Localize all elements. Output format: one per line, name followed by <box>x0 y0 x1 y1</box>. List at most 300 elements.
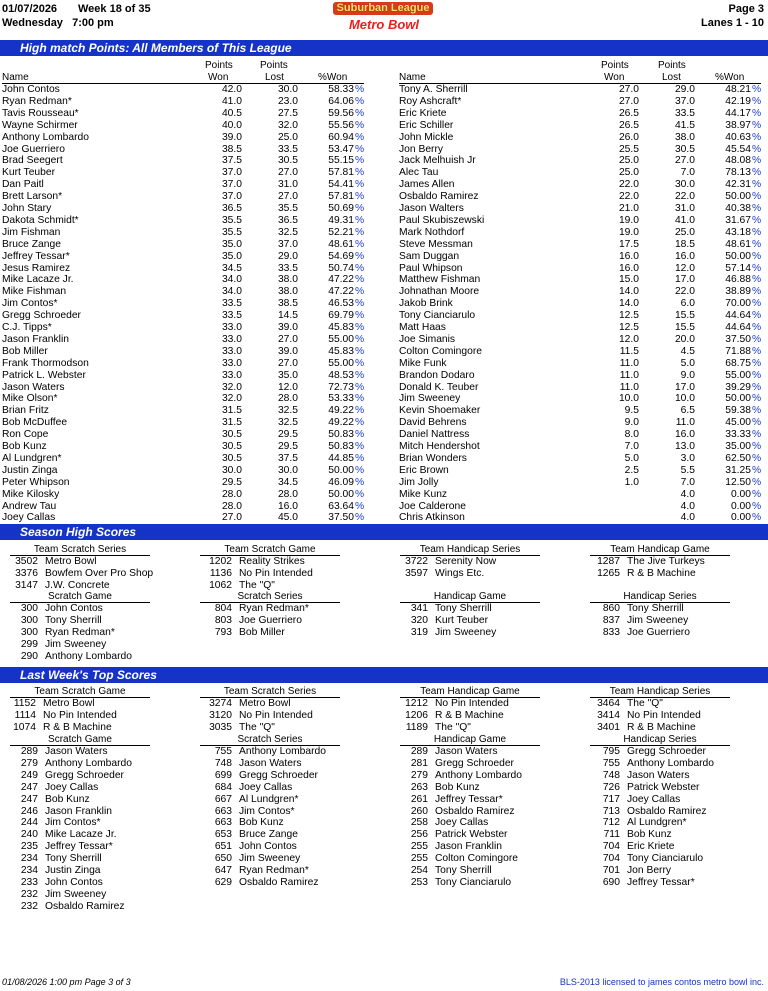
points-lost: 33.5 <box>277 143 298 155</box>
score-holder: No Pin Intended <box>435 698 509 709</box>
score-value: 684 <box>214 781 232 793</box>
score-holder: Anthony Lombardo <box>627 757 715 769</box>
points-won: 26.0 <box>618 131 639 143</box>
percent-sign: % <box>752 488 762 500</box>
points-lost: 7.0 <box>680 167 695 179</box>
season-high-banner <box>0 524 768 540</box>
bowler-name: Eric Schiller <box>399 119 454 131</box>
points-lost: 32.5 <box>277 417 298 429</box>
score-entry <box>10 782 150 794</box>
bowler-name: David Behrens <box>399 417 467 429</box>
score-value: 1114 <box>14 709 36 721</box>
percent-sign: % <box>752 143 762 155</box>
score-holder: Tony Sherrill <box>435 865 492 876</box>
points-won: 33.5 <box>221 298 242 310</box>
points-won: 32.0 <box>221 393 242 405</box>
score-value: 647 <box>214 865 232 876</box>
standings-row <box>2 382 370 394</box>
bowler-name: Mark Nothdorf <box>399 226 465 238</box>
bowler-name: Jim Sweeney <box>399 393 461 405</box>
points-won: 16.0 <box>618 262 639 274</box>
score-value: 651 <box>214 841 232 853</box>
score-holder: Jim Sweeney <box>45 638 107 650</box>
score-entry <box>200 853 340 865</box>
score-value: 3401 <box>597 721 620 733</box>
percent-sign: % <box>355 464 365 476</box>
score-entry <box>400 841 540 853</box>
percent-sign: % <box>355 476 365 488</box>
score-value: 837 <box>602 614 620 626</box>
score-block-heading: Handicap Game <box>433 591 507 602</box>
points-lost: 29.0 <box>674 84 695 95</box>
percent-sign: % <box>355 286 365 298</box>
last-week-banner <box>0 667 768 683</box>
points-won: 30.5 <box>221 441 242 452</box>
points-won: 7.0 <box>624 441 639 452</box>
standings-row <box>399 215 767 227</box>
percent-sign: % <box>752 441 762 452</box>
percent-sign: % <box>752 298 762 310</box>
score-entry <box>400 710 540 722</box>
score-entry <box>200 710 340 722</box>
percent-sign: % <box>752 286 762 298</box>
percent-sign: % <box>752 95 762 107</box>
bowler-name: Joe Calderone <box>399 500 466 512</box>
points-lost: 6.0 <box>680 298 695 310</box>
percent-won: 47.22 <box>328 286 354 298</box>
score-value: 3464 <box>597 698 620 709</box>
standings-row <box>399 382 767 394</box>
points-lost: 27.0 <box>277 333 298 345</box>
bowler-name: Paul Whipson <box>399 262 463 274</box>
standings-row <box>2 405 370 417</box>
bowler-name: Jakob Brink <box>399 298 453 310</box>
points-lost: 5.0 <box>680 357 695 369</box>
percent-won: 57.14 <box>725 262 751 274</box>
standings-row <box>2 334 370 346</box>
percent-won: 45.00 <box>725 417 751 429</box>
points-won: 39.0 <box>221 131 242 143</box>
points-won: 38.5 <box>221 143 242 155</box>
score-entry <box>10 722 150 734</box>
percent-won: 69.79 <box>328 310 354 322</box>
score-entry <box>10 651 150 663</box>
points-lost: 30.5 <box>277 155 298 167</box>
score-entry <box>10 603 150 615</box>
points-lost: 3.0 <box>680 452 695 464</box>
score-entry <box>10 853 150 865</box>
score-holder: Ryan Redman* <box>239 865 309 876</box>
percent-sign: % <box>355 310 365 322</box>
score-entry <box>10 829 150 841</box>
standings-row <box>399 96 767 108</box>
score-value: 300 <box>20 626 38 638</box>
points-lost: 38.0 <box>277 286 298 298</box>
bowler-name: Jesus Ramirez <box>2 262 71 274</box>
percent-won: 48.21 <box>725 84 751 95</box>
score-block-heading: Handicap Series <box>623 734 697 745</box>
bowler-name: John Stary <box>2 203 52 214</box>
points-lost: 31.0 <box>674 203 695 214</box>
percent-won: 46.88 <box>725 274 751 286</box>
points-won: 19.0 <box>618 214 639 226</box>
points-lost: 38.0 <box>277 274 298 286</box>
score-holder: Joey Callas <box>627 793 681 805</box>
percent-won: 49.22 <box>328 417 354 429</box>
percent-sign: % <box>752 452 762 464</box>
standings-row <box>2 501 370 513</box>
standings-row <box>399 191 767 203</box>
points-lost: 37.5 <box>277 452 298 464</box>
standings-row <box>399 501 767 513</box>
percent-sign: % <box>752 131 762 143</box>
bowler-name: Jason Franklin <box>2 333 69 345</box>
score-holder: Jon Berry <box>627 865 672 876</box>
standings-row <box>2 215 370 227</box>
percent-won: 33.33 <box>725 429 751 441</box>
percent-won: 50.00 <box>328 488 354 500</box>
percent-sign: % <box>355 179 365 191</box>
score-value: 650 <box>214 853 232 865</box>
score-entry <box>200 722 340 734</box>
score-entry <box>590 758 730 770</box>
score-block-heading: Team Scratch Series <box>33 544 127 555</box>
score-value: 256 <box>410 829 428 841</box>
score-entry <box>10 770 150 782</box>
score-value: 1265 <box>597 567 620 579</box>
score-holder: John Contos <box>45 876 103 888</box>
bowler-name: Johnathan Moore <box>399 286 480 298</box>
points-won: 37.0 <box>221 179 242 191</box>
score-block-heading: Team Scratch Series <box>223 686 317 697</box>
score-value: 3120 <box>209 709 232 721</box>
score-holder: Bob Kunz <box>45 793 90 805</box>
points-won: 2.5 <box>624 464 639 476</box>
points-lost: 16.0 <box>277 500 298 512</box>
score-holder: Al Lundgren* <box>239 793 299 805</box>
percent-won: 71.88 <box>725 345 751 357</box>
standings-row <box>2 489 370 501</box>
score-holder: John Contos <box>239 841 297 853</box>
score-holder: Ryan Redman* <box>45 626 115 638</box>
percent-won: 57.81 <box>328 191 354 203</box>
percent-sign: % <box>355 250 365 262</box>
score-value: 3502 <box>15 556 38 567</box>
score-entry <box>400 782 540 794</box>
standings-row <box>2 84 370 96</box>
percent-won: 50.00 <box>725 250 751 262</box>
percent-sign: % <box>355 345 365 357</box>
score-entry <box>590 556 730 568</box>
points-lost: 10.0 <box>674 393 695 405</box>
percent-sign: % <box>355 298 365 310</box>
score-value: 629 <box>214 876 232 888</box>
percent-sign: % <box>752 393 762 405</box>
score-holder: Metro Bowl <box>239 698 291 709</box>
percent-won: 44.85 <box>328 452 354 464</box>
score-holder: Jason Waters <box>45 746 108 757</box>
points-lost: 15.5 <box>674 322 695 333</box>
score-holder: Anthony Lombardo <box>435 769 523 781</box>
score-entry <box>590 782 730 794</box>
points-lost: 31.0 <box>277 179 298 191</box>
score-holder: John Contos <box>45 603 103 614</box>
percent-won: 70.00 <box>725 298 751 310</box>
points-won: 26.5 <box>618 107 639 119</box>
points-lost: 22.0 <box>674 191 695 203</box>
score-value: 235 <box>20 841 38 853</box>
points-won: 32.0 <box>221 381 242 393</box>
standings-row <box>2 322 370 334</box>
percent-sign: % <box>355 226 365 238</box>
high-match-banner <box>0 40 768 56</box>
score-holder: Colton Comingore <box>435 853 518 865</box>
standings-row <box>399 132 767 144</box>
score-holder: R & B Machine <box>43 721 112 733</box>
bowler-name: Jack Melhuish Jr <box>399 155 476 167</box>
score-holder: Tony Sherrill <box>435 603 492 614</box>
percent-sign: % <box>752 429 762 441</box>
bowler-name: Mitch Hendershot <box>399 441 480 452</box>
bowler-name: Matthew Fishman <box>399 274 481 286</box>
score-value: 860 <box>602 603 620 614</box>
points-won: 28.0 <box>221 500 242 512</box>
percent-sign: % <box>355 119 365 131</box>
points-lost: 13.0 <box>674 441 695 452</box>
percent-sign: % <box>355 512 365 524</box>
bowler-name: Joe Simanis <box>399 333 456 345</box>
score-holder: Gregg Schroeder <box>239 769 318 781</box>
bowler-name: Frank Thormodson <box>2 357 89 369</box>
points-won: 31.5 <box>221 417 242 429</box>
percent-won: 48.61 <box>725 238 751 250</box>
bowler-name: Eric Brown <box>399 464 449 476</box>
percent-won: 37.50 <box>725 333 751 345</box>
score-entry <box>400 698 540 710</box>
bowler-name: Andrew Tau <box>2 500 57 512</box>
percent-sign: % <box>752 226 762 238</box>
score-block-heading: Scratch Series <box>237 734 303 745</box>
col-points-won-label-right: Points <box>601 60 629 71</box>
standings-row <box>2 132 370 144</box>
score-value: 653 <box>214 829 232 841</box>
score-entry <box>10 580 150 592</box>
percent-won: 0.00 <box>730 488 751 500</box>
score-holder: Jason Franklin <box>435 841 502 853</box>
score-holder: Osbaldo Ramirez <box>45 900 125 912</box>
bowler-name: Dakota Schmidt* <box>2 214 79 226</box>
points-lost: 12.0 <box>277 381 298 393</box>
percent-won: 57.81 <box>328 167 354 179</box>
score-value: 234 <box>20 865 38 876</box>
points-won: 33.5 <box>221 310 242 322</box>
standings-row <box>2 512 370 524</box>
percent-sign: % <box>752 214 762 226</box>
percent-sign: % <box>355 393 365 405</box>
points-lost: 37.0 <box>674 95 695 107</box>
percent-sign: % <box>355 143 365 155</box>
percent-sign: % <box>355 369 365 381</box>
percent-won: 50.69 <box>328 203 354 214</box>
percent-won: 53.47 <box>328 143 354 155</box>
percent-sign: % <box>355 262 365 274</box>
score-holder: Patrick Webster <box>435 829 508 841</box>
percent-sign: % <box>355 452 365 464</box>
score-value: 1212 <box>405 698 428 709</box>
score-value: 320 <box>410 614 428 626</box>
bowler-name: Wayne Schirmer <box>2 119 78 131</box>
score-holder: Kurt Teuber <box>435 614 489 626</box>
bowler-name: Mike Lacaze Jr. <box>2 274 74 286</box>
score-entry <box>200 627 340 639</box>
points-lost: 30.0 <box>277 464 298 476</box>
score-entry <box>590 877 730 889</box>
percent-sign: % <box>752 203 762 214</box>
score-entry <box>590 568 730 580</box>
points-lost: 4.5 <box>680 345 695 357</box>
score-entry <box>590 710 730 722</box>
bowler-name: Al Lundgren* <box>2 452 62 464</box>
score-holder: Wings Etc. <box>435 567 485 579</box>
points-lost: 29.5 <box>277 441 298 452</box>
score-value: 755 <box>214 746 232 757</box>
score-value: 3274 <box>209 698 232 709</box>
bowler-name: John Contos <box>2 84 60 95</box>
standings-row <box>399 453 767 465</box>
standings-row <box>399 334 767 346</box>
score-holder: R & B Machine <box>627 567 696 579</box>
standings-row <box>2 179 370 191</box>
percent-won: 72.73 <box>328 381 354 393</box>
percent-won: 45.83 <box>328 322 354 333</box>
standings-row <box>2 274 370 286</box>
score-value: 1152 <box>13 698 36 709</box>
points-lost: 5.5 <box>680 464 695 476</box>
percent-sign: % <box>355 322 365 333</box>
points-lost: 16.0 <box>674 429 695 441</box>
bowler-name: Mike Kunz <box>399 488 448 500</box>
points-lost: 27.0 <box>674 155 695 167</box>
percent-won: 50.83 <box>328 429 354 441</box>
score-value: 255 <box>410 841 428 853</box>
score-block-heading: Team Scratch Game <box>224 544 316 555</box>
percent-won: 48.08 <box>725 155 751 167</box>
score-entry <box>590 627 730 639</box>
percent-sign: % <box>355 357 365 369</box>
points-won: 29.5 <box>221 476 242 488</box>
score-holder: No Pin Intended <box>239 709 313 721</box>
points-lost: 4.0 <box>680 488 695 500</box>
score-holder: Osbaldo Ramirez <box>239 876 319 888</box>
score-holder: R & B Machine <box>627 721 696 733</box>
col-points-lost-label: Points <box>260 60 288 71</box>
bowler-name: Justin Zinga <box>2 464 58 476</box>
points-won: 11.0 <box>619 381 639 393</box>
score-value: 1189 <box>405 721 428 733</box>
points-lost: 39.0 <box>277 322 298 333</box>
score-entry <box>200 580 340 592</box>
score-holder: Jim Sweeney <box>627 614 689 626</box>
standings-row <box>2 310 370 322</box>
score-holder: Jason Waters <box>627 769 690 781</box>
percent-won: 50.83 <box>328 441 354 452</box>
points-lost: 25.0 <box>277 131 298 143</box>
percent-sign: % <box>752 512 762 524</box>
score-holder: Bob Miller <box>239 626 285 638</box>
standings-row <box>2 358 370 370</box>
percent-sign: % <box>355 155 365 167</box>
standings-row <box>399 263 767 275</box>
standings-row <box>2 263 370 275</box>
score-holder: Jim Contos* <box>45 817 101 829</box>
score-entry <box>400 615 540 627</box>
points-lost: 30.0 <box>674 179 695 191</box>
percent-won: 59.38 <box>725 405 751 417</box>
score-value: 804 <box>214 603 232 614</box>
score-entry <box>590 794 730 806</box>
bowler-name: Patrick L. Webster <box>2 369 86 381</box>
points-won: 25.5 <box>618 143 639 155</box>
score-value: 240 <box>20 829 38 841</box>
score-holder: Serenity Now <box>435 556 497 567</box>
percent-won: 64.06 <box>328 95 354 107</box>
percent-won: 40.63 <box>725 131 751 143</box>
score-entry <box>590 841 730 853</box>
points-lost: 39.0 <box>277 345 298 357</box>
last-week-title: Last Week's Top Scores <box>20 668 157 682</box>
points-won: 33.0 <box>221 357 242 369</box>
score-value: 690 <box>602 876 620 888</box>
points-won: 35.5 <box>221 226 242 238</box>
standings-row <box>399 108 767 120</box>
percent-won: 44.64 <box>725 322 751 333</box>
score-entry <box>10 901 150 913</box>
percent-sign: % <box>355 95 365 107</box>
percent-sign: % <box>752 322 762 333</box>
score-entry <box>590 698 730 710</box>
standings-row <box>2 96 370 108</box>
score-value: 299 <box>20 638 38 650</box>
points-lost: 28.0 <box>277 393 298 405</box>
standings-row <box>399 274 767 286</box>
bowler-name: Donald K. Teuber <box>399 381 479 393</box>
score-entry <box>200 829 340 841</box>
score-value: 726 <box>602 781 620 793</box>
percent-sign: % <box>752 464 762 476</box>
percent-won: 54.41 <box>328 179 354 191</box>
standings-row <box>399 239 767 251</box>
percent-won: 42.31 <box>725 179 751 191</box>
score-holder: Jim Sweeney <box>45 888 107 900</box>
points-won: 15.0 <box>618 274 639 286</box>
standings-row <box>2 239 370 251</box>
score-entry <box>590 603 730 615</box>
score-entry <box>200 568 340 580</box>
points-lost: 18.5 <box>674 238 695 250</box>
standings-row <box>399 310 767 322</box>
score-holder: Jim Sweeney <box>239 853 301 865</box>
score-holder: Bob Kunz <box>627 829 672 841</box>
percent-sign: % <box>752 500 762 512</box>
score-value: 260 <box>410 805 428 817</box>
percent-won: 47.22 <box>328 274 354 286</box>
bowler-name: Paul Skubiszewski <box>399 214 485 226</box>
score-value: 701 <box>602 865 620 876</box>
points-won: 33.0 <box>221 369 242 381</box>
points-lost: 32.0 <box>277 119 298 131</box>
points-won: 21.0 <box>618 203 639 214</box>
score-holder: No Pin Intended <box>627 709 701 721</box>
